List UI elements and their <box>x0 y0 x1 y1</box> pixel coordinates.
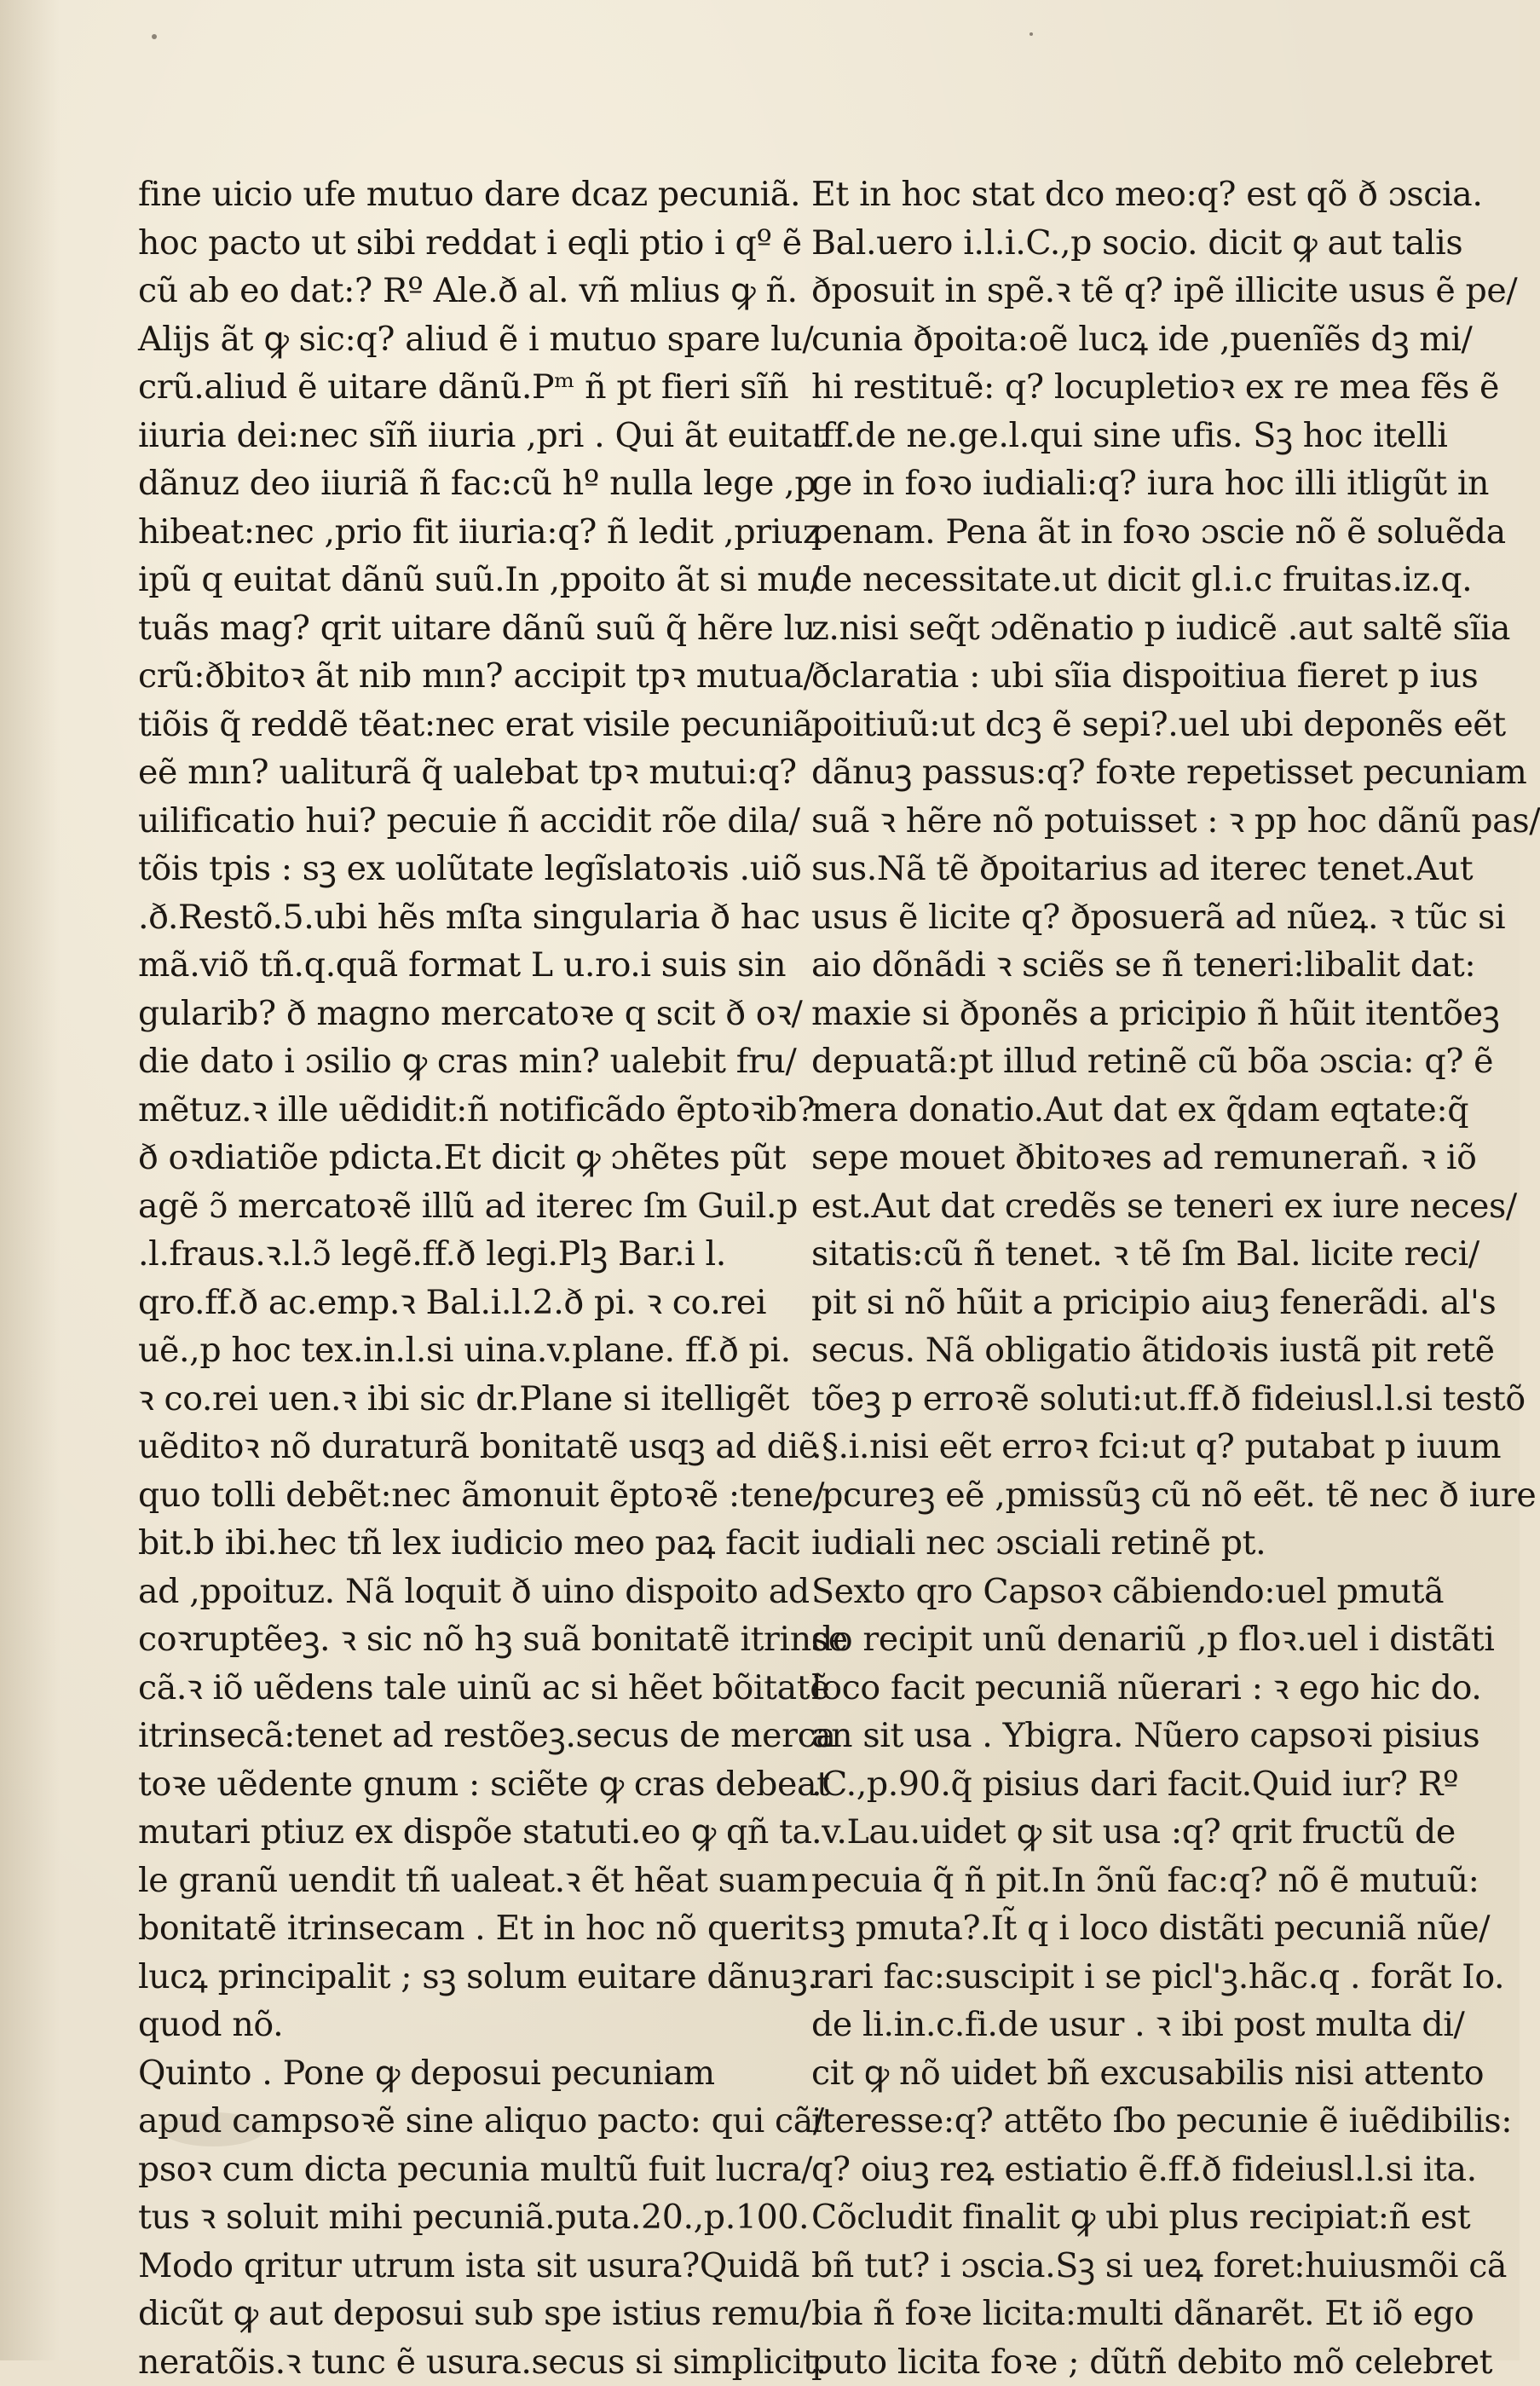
text-line: est.Aut dat credẽs se teneri ex iure neces/ <box>811 1182 1408 1231</box>
text-line: Alijs ãt ꝙ sic:q? aliud ẽ i mutuo spare lu/ <box>138 315 769 364</box>
right-text-column <box>811 170 1408 2386</box>
text-line: secus. Nã obligatio ãtidoꝛis iustã pit retẽ <box>811 1326 1408 1375</box>
text-line: ad ,ppoituz. Nã loquit ð uino dispoito ad <box>138 1568 769 1616</box>
text-line: agẽ ɔ̃ mercatoꝛẽ illũ ad iterec ſm Guil.p <box>138 1182 769 1231</box>
text-line: gularib? ð magno mercatoꝛe q scit ð oꝛ/ <box>138 990 769 1038</box>
text-line: Quinto . Pone ꝙ deposui pecuniam <box>138 2049 769 2098</box>
text-line: tõis tpis : sꝫ ex uolũtate legĩslatoꝛis .uiõ <box>138 845 769 893</box>
text-line: .v.Lau.uidet ꝙ sit usa :q? qrit fructũ de <box>811 1808 1408 1857</box>
text-line: hoc pacto ut sibi reddat i eqli ptio i qº ẽ <box>138 219 769 268</box>
text-line: z.nisi seq̃t ɔdẽnatio p iudicẽ .aut saltẽ sĩia <box>811 604 1408 653</box>
ink-speck <box>1030 32 1033 36</box>
text-line: bonitatẽ itrinsecam . Et in hoc nõ querit <box>138 1904 769 1953</box>
text-line: die dato i ɔsilio ꝙ cras min? ualebit fru/ <box>138 1037 769 1086</box>
text-line: iiuria dei:nec sĩñ iiuria ,pri . Qui ãt euitat <box>138 412 769 460</box>
text-line: itrinsecã:tenet ad restõeꝫ.secus de merca <box>138 1712 769 1760</box>
text-line: ꝛ co.rei uen.ꝛ ibi sic dr.Plane si itelligẽt <box>138 1375 769 1424</box>
text-line: ðposuit in spẽ.ꝛ tẽ q? ipẽ illicite usus ẽ pe/ <box>811 267 1408 315</box>
text-line: apud campsoꝛẽ sine aliquo pacto: qui cã/ <box>138 2097 769 2146</box>
text-line: penam. Pena ãt in foꝛo ɔscie nõ ẽ soluẽda <box>811 508 1408 557</box>
text-line: uilificatio hui? pecuie ñ accidit rõe dila/ <box>138 797 769 846</box>
text-line: sꝫ pmuta?.It̃ q i loco distãti pecuniã nũe/ <box>811 1904 1408 1953</box>
text-line: crũ.aliud ẽ uitare dãnũ.Pᵐ ñ pt fieri sĩñ <box>138 363 769 412</box>
text-line: .l.fraus.ꝛ.l.ɔ̃ legẽ.ff.ð legi.Plꝫ Bar.i l. <box>138 1230 769 1279</box>
text-line: mera donatio.Aut dat ex q̃dam eqtate:q̃ <box>811 1086 1408 1135</box>
text-line: neratõis.ꝛ tunc ẽ usura.secus si simplicit. <box>138 2338 769 2386</box>
text-line: suã ꝛ hẽre nõ potuisset : ꝛ pp hoc dãnũ pas/ <box>811 797 1408 846</box>
text-line: mẽtuz.ꝛ ille uẽdidit:ñ notificãdo ẽptoꝛib? <box>138 1086 769 1135</box>
text-line: .§.i.nisi eẽt erroꝛ fci:ut q? putabat p iuum <box>811 1423 1408 1471</box>
text-line: cã.ꝛ iõ uẽdens tale uinũ ac si hẽet bõitatẽ <box>138 1664 769 1713</box>
text-line: sus.Nã tẽ ðpoitarius ad iterec tenet.Aut <box>811 845 1408 893</box>
text-line: fine uicio ufe mutuo dare dcaz pecuniã. <box>138 170 769 219</box>
text-line: crũ:ðbitoꝛ ãt nib mın? accipit tpꝛ mutua/ <box>138 652 769 701</box>
text-line: usus ẽ licite q? ðposuerã ad nũeꝝ. ꝛ tũc si <box>811 893 1408 942</box>
text-line: pecuia q̃ ñ pit.In ɔ̃nũ fac:q? nõ ẽ mutuũ: <box>811 1857 1408 1905</box>
text-line: iudiali nec ɔsciali retinẽ pt. <box>811 1519 1408 1568</box>
text-line: hibeat:nec ,prio fit iiuria:q? ñ ledit ,priuz <box>138 508 769 557</box>
text-line: ipũ q euitat dãnũ suũ.In ,ppoito ãt si mu/ <box>138 556 769 604</box>
text-line: puto licita foꝛe ; dũtñ debito mõ celebret <box>811 2338 1408 2386</box>
text-line: ge in foꝛo iudiali:q? iura hoc illi itligũt in <box>811 459 1408 508</box>
text-line: .C.,p.90.q̃ pisius dari facit.Quid iur? Rº <box>811 1760 1408 1809</box>
text-line: an sit usa . Ybigra. Nũero capsoꝛi pisius <box>811 1712 1408 1760</box>
text-line: Et in hoc stat dco meo:q? est qõ ð ɔscia. <box>811 170 1408 219</box>
text-line: dãnuꝫ passus:q? foꝛte repetisset pecuniam <box>811 748 1408 797</box>
text-line: q? oiuꝫ reꝝ estiatio ẽ.ff.ð fideiusl.l.si ita. <box>811 2146 1408 2194</box>
text-line: iteresse:q? attẽto ſbo pecunie ẽ iuẽdibilis: <box>811 2097 1408 2146</box>
text-line: toꝛe uẽdente gnum : sciẽte ꝙ cras debeat <box>138 1760 769 1809</box>
text-line: bñ tut? i ɔscia.Sꝫ si ueꝝ foret:huiusmõi cã <box>811 2242 1408 2291</box>
text-line: bia ñ foꝛe licita:multi dãnarẽt. Et iõ ego <box>811 2290 1408 2338</box>
ink-speck <box>152 34 157 39</box>
text-line: depuatã:pt illud retinẽ cũ bõa ɔscia: q? ẽ <box>811 1037 1408 1086</box>
text-line: .ð.Restõ.5.ubi hẽs mſta singularia ð hac <box>138 893 769 942</box>
text-line: .ff.de ne.ge.l.qui sine ufis. Sꝫ hoc itelli <box>811 412 1408 460</box>
text-line: cunia ðpoita:oẽ lucꝝ ide ,puenĩẽs dꝫ mi/ <box>811 315 1408 364</box>
text-line: tõeꝫ p erroꝛẽ soluti:ut.ff.ð fideiusl.l.si testõ <box>811 1375 1408 1424</box>
text-line: Cõcludit finalit ꝙ ubi plus recipiat:ñ est <box>811 2193 1408 2242</box>
text-line: dãnuz deo iiuriã ñ fac:cũ hº nulla lege ,p <box>138 459 769 508</box>
text-line: tuãs mag? qrit uitare dãnũ suũ q̃ hẽre lu <box>138 604 769 653</box>
text-line: psoꝛ cum dicta pecunia multũ fuit lucra/ <box>138 2146 769 2194</box>
text-line: de li.in.c.fi.de usur . ꝛ ibi post multa di/ <box>811 2001 1408 2049</box>
text-line: qro.ff.ð ac.emp.ꝛ Bal.i.l.2.ð pi. ꝛ co.rei <box>138 1279 769 1327</box>
text-line: coꝛruptẽeꝫ. ꝛ sic nõ hꝫ suã bonitatẽ itrinse <box>138 1615 769 1664</box>
text-line: mutari ptiuz ex dispõe statuti.eo ꝙ qñ ta <box>138 1808 769 1857</box>
text-line: poitiuũ:ut dcꝫ ẽ sepi?.uel ubi deponẽs eẽt <box>811 701 1408 749</box>
text-line: uẽditoꝛ nõ duraturã bonitatẽ usqꝫ ad diẽ <box>138 1423 769 1471</box>
binding-shadow <box>0 0 60 2360</box>
text-line: loco facit pecuniã nũerari : ꝛ ego hic do. <box>811 1664 1408 1713</box>
text-line: pit si nõ hũit a pricipio aiuꝫ fenerãdi. al's <box>811 1279 1408 1327</box>
text-line: eẽ mın? ualiturã q̃ ualebat tpꝛ mutui:q? <box>138 748 769 797</box>
text-line: lucꝝ principalit ; sꝫ solum euitare dãnuꝫ. <box>138 1953 769 2002</box>
text-line: hi restituẽ: q? locupletioꝛ ex re mea fẽs ẽ <box>811 363 1408 412</box>
text-line: Sexto qro Capsoꝛ cãbiendo:uel pmutã <box>811 1568 1408 1616</box>
text-line: sitatis:cũ ñ tenet. ꝛ tẽ ſm Bal. licite reci/ <box>811 1230 1408 1279</box>
text-line: quo tolli debẽt:nec ãmonuit ẽptoꝛẽ :tene/ <box>138 1471 769 1520</box>
text-line: Bal.uero i.l.i.C.,p socio. dicit ꝙ aut talis <box>811 219 1408 268</box>
text-line: cũ ab eo dat:? Rº Ale.ð al. vñ mlius ꝙ ñ. <box>138 267 769 315</box>
text-line: quod nõ. <box>138 2001 769 2049</box>
text-line: ð oꝛdiatiõe pdicta.Et dicit ꝙ ɔhẽtes pũt <box>138 1134 769 1182</box>
text-line: bit.b ibi.hec tñ lex iudicio meo paꝝ facit <box>138 1519 769 1568</box>
text-line: ,pcureꝫ eẽ ,pmissũꝫ cũ nõ eẽt. tẽ nec ð iure <box>811 1471 1408 1520</box>
text-line: ðclaratia : ubi sĩia dispoitiua fieret p ius <box>811 652 1408 701</box>
text-line: rari fac:suscipit i se picl'ꝫ.hãc.q . forãt Io. <box>811 1953 1408 2002</box>
text-line: dicũt ꝙ aut deposui sub spe istius remu/ <box>138 2290 769 2338</box>
text-line: do recipit unũ denariũ ,p floꝛ.uel i distãti <box>811 1615 1408 1664</box>
text-line: tiõis q̃ reddẽ tẽat:nec erat visile pecuniã <box>138 701 769 749</box>
text-line: mã.viõ tñ.q.quã format L u.ro.i suis sin <box>138 941 769 990</box>
text-line: uẽ.,p hoc tex.in.l.si uina.v.plane. ff.ð pi. <box>138 1326 769 1375</box>
text-line: sepe mouet ðbitoꝛes ad remunerañ. ꝛ iõ <box>811 1134 1408 1182</box>
text-line: cit ꝙ nõ uidet bñ excusabilis nisi attento <box>811 2049 1408 2098</box>
text-line: le granũ uendit tñ ualeat.ꝛ ẽt hẽat suam <box>138 1857 769 1905</box>
text-line: tus ꝛ soluit mihi pecuniã.puta.20.,p.100. <box>138 2193 769 2242</box>
left-text-column <box>138 170 769 2386</box>
text-line: Modo qritur utrum ista sit usura?Quidã <box>138 2242 769 2291</box>
text-line: de necessitate.ut dicit gl.i.c fruitas.iz.q. <box>811 556 1408 604</box>
text-line: maxie si ðponẽs a pricipio ñ hũit itentõeꝫ <box>811 990 1408 1038</box>
text-line: aio dõnãdi ꝛ sciẽs se ñ teneri:libalit dat: <box>811 941 1408 990</box>
